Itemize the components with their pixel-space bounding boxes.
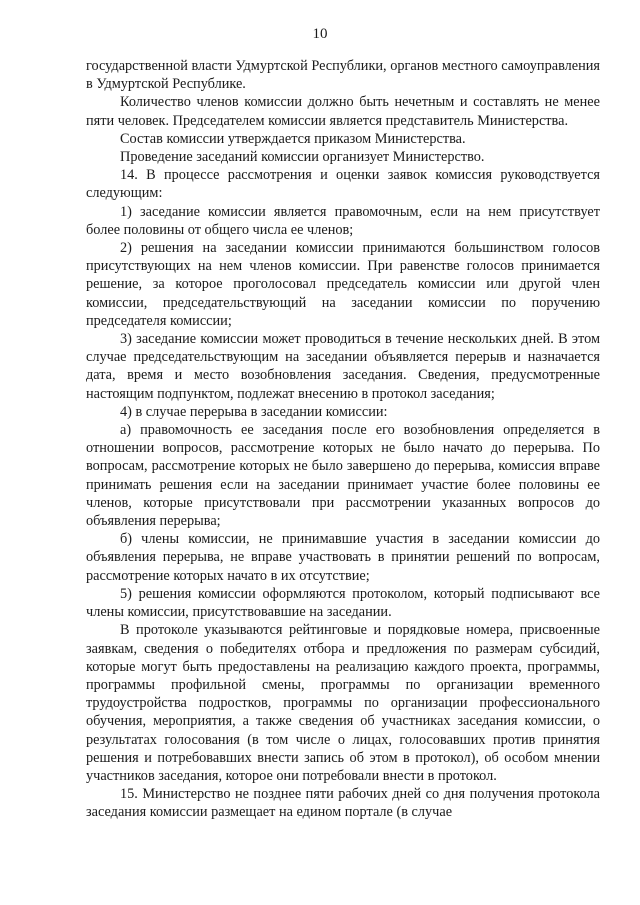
paragraph: 2) решения на заседании комиссии принимаются большинством голосов присутствующих на нем членов комиссии. При равенстве голосов принимается решение, за которое проголосовал председатель комиссии или другой член комиссии, председательствующий на заседании комиссии по поручению председателя комиссии; (86, 240, 600, 329)
paragraph: 1) заседание комиссии является правомочным, если на нем присутствует более половины от общего числа ее членов; (86, 203, 600, 238)
paragraph: 3) заседание комиссии может проводиться в течение нескольких дней. В этом случае председательствующим на заседании объявляется перерыв и назначается дата, время и место возобновления заседания. Сведения, предусмотренные настоящим подпунктом, подлежат внесению в протокол заседания; (86, 331, 600, 402)
paragraph: Состав комиссии утверждается приказом Министерства. (120, 130, 466, 147)
paragraph: 14. В процессе рассмотрения и оценки заявок комиссия руководствуется следующим: (86, 167, 600, 202)
paragraph: 5) решения комиссии оформляются протоколом, который подписывают все члены комиссии, присутствовавшие на заседании. (86, 585, 600, 621)
paragraph: 4) в случае перерыва в заседании комиссии: (120, 403, 388, 420)
document-body (86, 57, 600, 822)
paragraph: государственной власти Удмуртской Республики, органов местного самоуправления в Удмуртской Республике. (86, 58, 600, 93)
page-number: 10 (312, 26, 328, 42)
paragraph: а) правомочность ее заседания после его возобновления определяется в отношении вопросов, рассмотрение которых не было начато до перерыва. По вопросам, рассмотрение которых не было завершено до перерыва, комиссия вправе принимать решения если на заседании принимает участие более половины ее членов, которые присутствовали при рассмотрении указанных вопросов до объявления перерыва; (86, 422, 600, 530)
paragraph: 15. Министерство не позднее пяти рабочих дней со дня получения протокола заседания комиссии размещает на едином портале (в случае (86, 786, 600, 821)
paragraph: В протоколе указываются рейтинговые и порядковые номера, присвоенные заявкам, сведения о победителях отбора и предложения по размерам субсидий, которые могут быть предоставлены на реализацию каждого проекта, программы, программы профильной смены, программы по организации временного трудоустройства подростков, программы по организации профессионального обучения, мероприятия, а также сведения об участниках заседания комиссии, о результатах голосования (в том числе о лицах, голосовавших против принятия решения и потребовавших внести запись об этом в протокол), об особом мнении участников заседания, которое они потребовали внести в протокол. (86, 622, 600, 784)
paragraph: Проведение заседаний комиссии организует Министерство. (120, 149, 485, 166)
paragraph: Количество членов комиссии должно быть нечетным и составлять не менее пяти человек. Председателем комиссии является представитель Министерства. (86, 94, 600, 129)
paragraph: б) члены комиссии, не принимавшие участия в заседании комиссии до объявления перерыва, не вправе участвовать в принятии решений по вопросам, рассмотрение которых начато в их отсутствие; (86, 531, 600, 584)
